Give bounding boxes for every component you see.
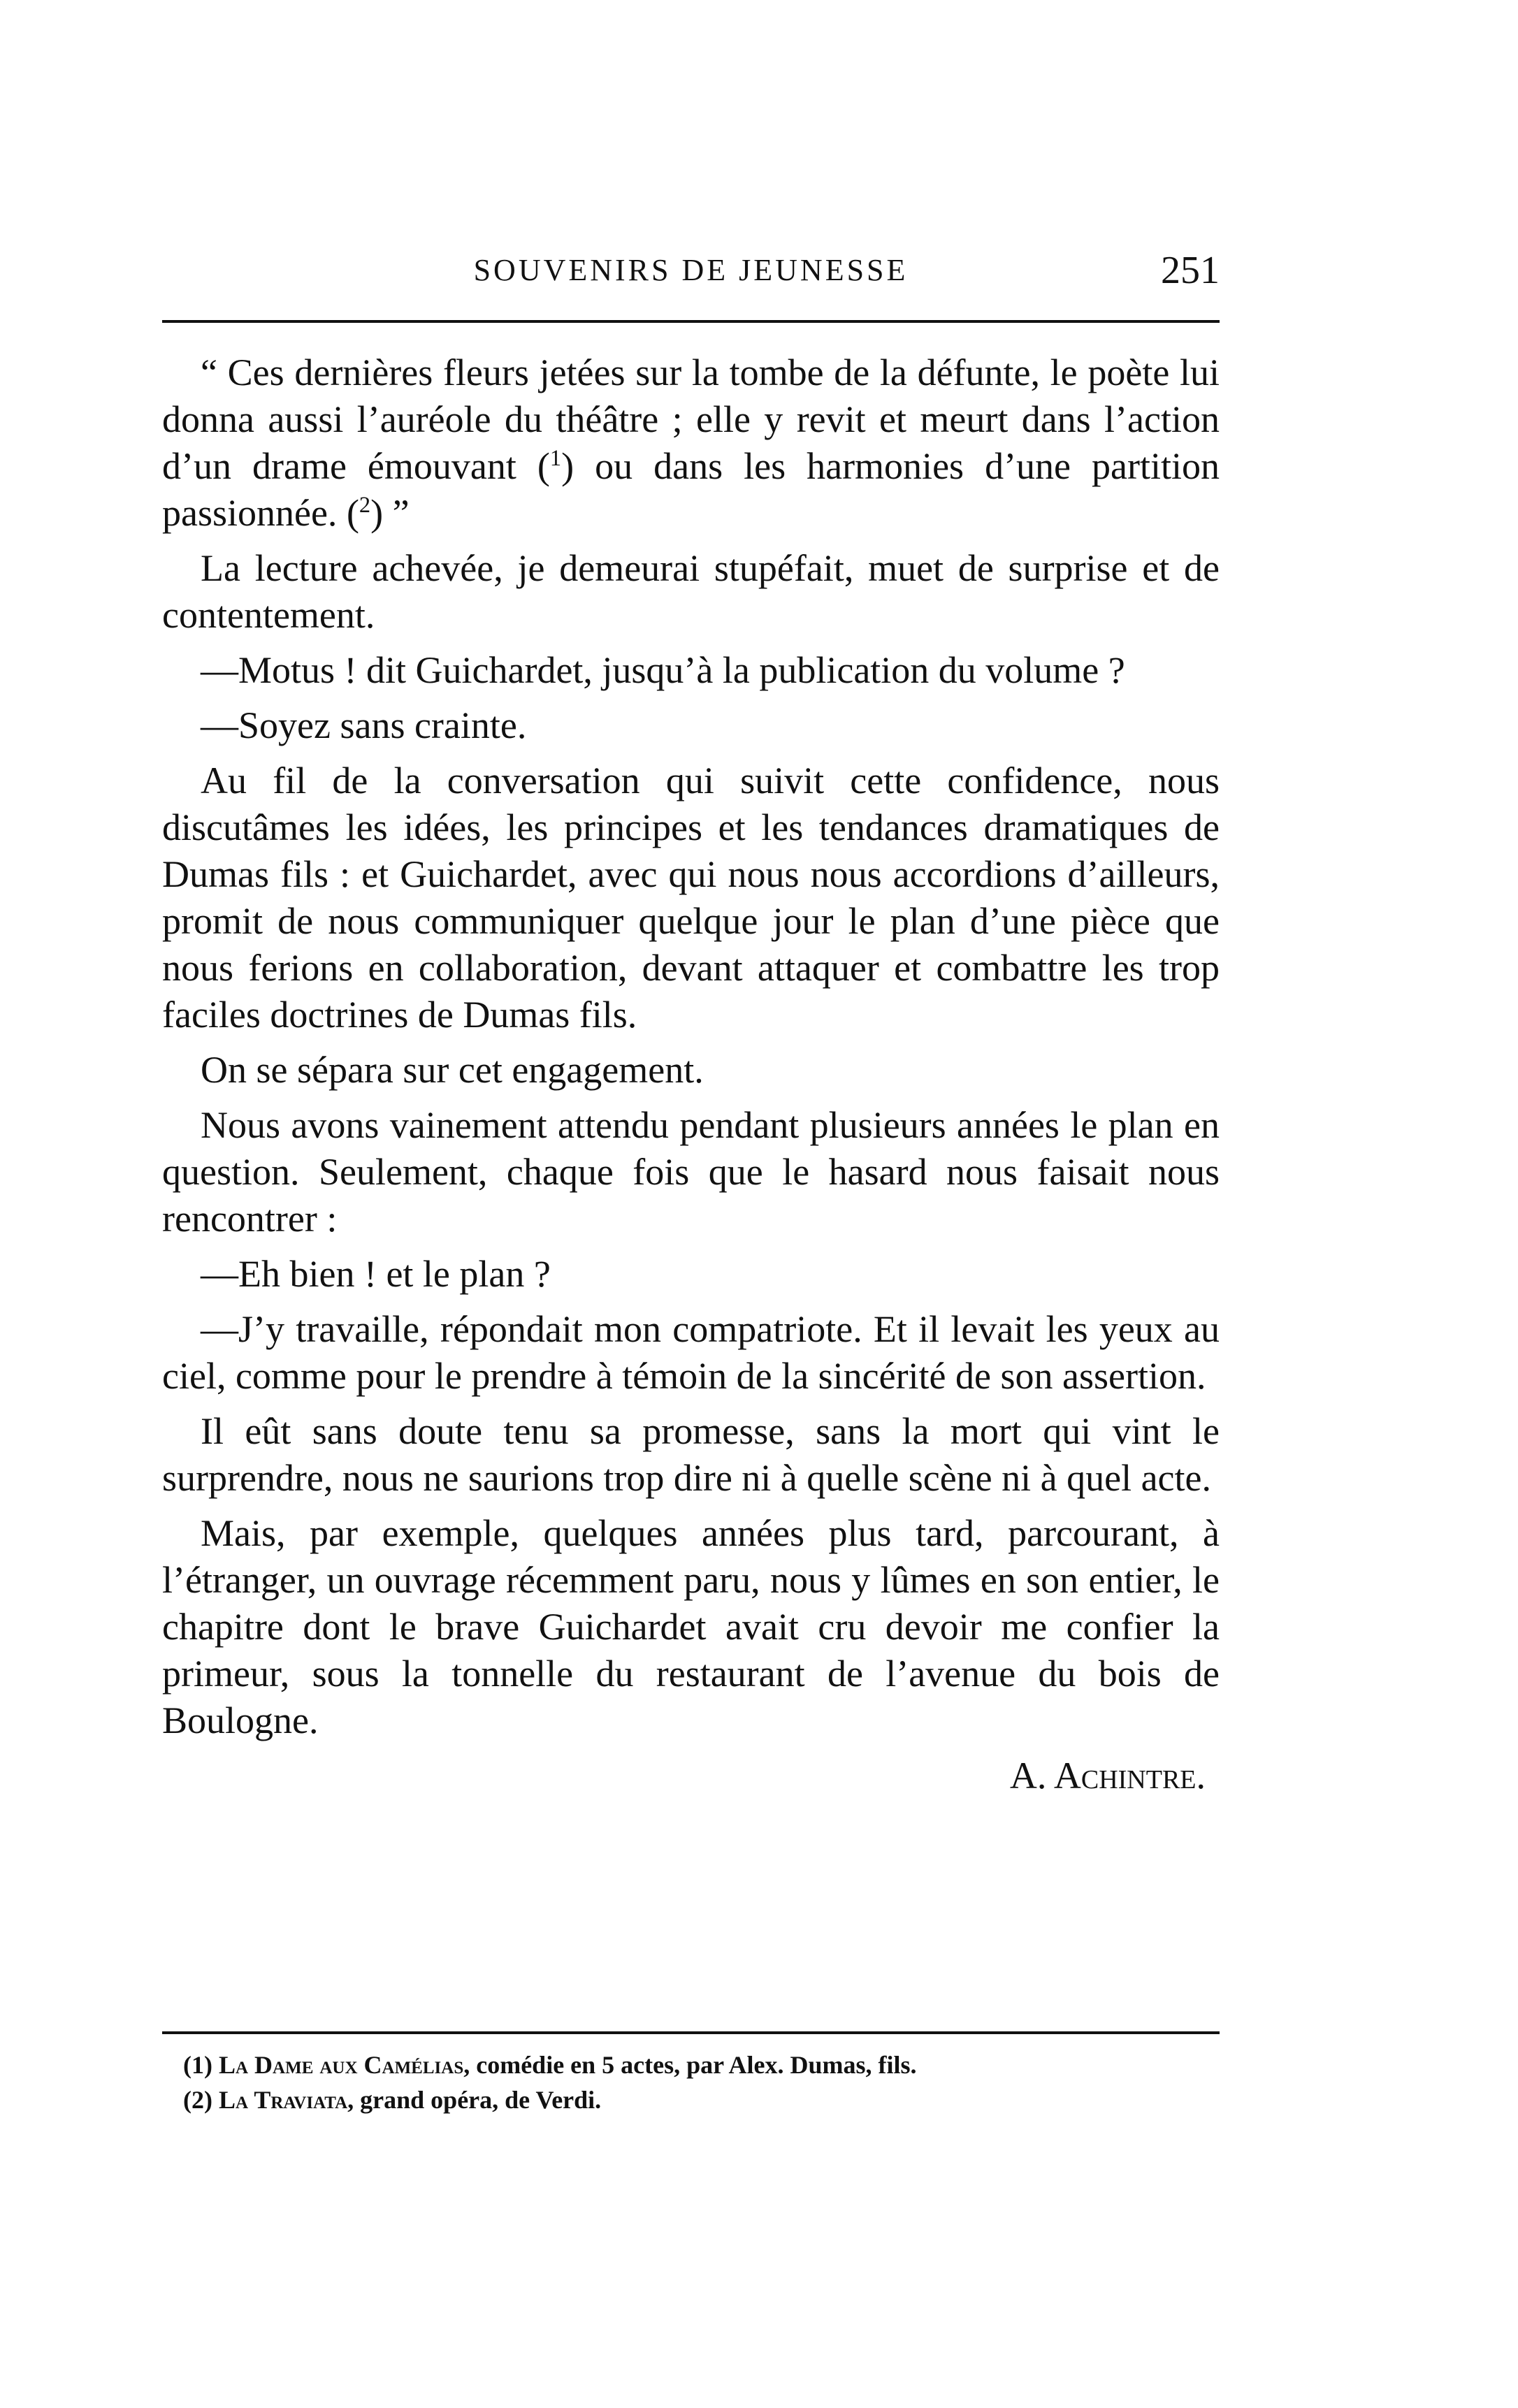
paragraph: Mais, par exemple, quelques années plus tard, parcourant, à l’étranger, un ouvrage récemment paru, nous y lûmes en son entier, le chapitre dont le brave Guichardet avait cru devoir me confier la primeur, sous la tonnelle du restaurant de l’avenue du bois de Boulogne. — [162, 1512, 1220, 1741]
footnotes — [183, 2047, 1217, 2117]
paragraph: Nous avons vainement attendu pendant plusieurs années le plan en question. Seulement, chaque fois que le hasard nous faisait nous rencontrer : — [162, 1104, 1220, 1240]
page-number: 251 — [1161, 249, 1220, 292]
footnote-rule — [162, 2031, 1220, 2034]
author-signature: A. Achintre. — [1009, 1755, 1206, 1797]
header-rule — [162, 320, 1220, 323]
footnote-ref: 2 — [359, 493, 371, 518]
page-header — [162, 246, 1220, 295]
dialogue-line: —Eh bien ! et le plan ? — [201, 1253, 551, 1295]
body-text — [162, 349, 1220, 1799]
paragraph: On se sépara sur cet engagement. — [201, 1049, 704, 1091]
paragraph: Au fil de la conversation qui suivit cette confidence, nous discutâmes les idées, les principes et les tendances dramatiques de Dumas fils : et Guichardet, avec qui nous nous accordions d’ailleurs, promit de nous communiquer quelque jour le plan d’une pièce que nous ferions en collaboration, devant attaquer et combattre les trop faciles doctrines de Dumas fils. — [162, 760, 1220, 1036]
footnote: (2) La Traviata, grand opéra, de Verdi. — [183, 2086, 602, 2114]
paragraph: “ Ces dernières fleurs jetées sur la tombe de la défunte, le poète lui donna aussi l’auréole du théâtre ; elle y revit et meurt dans l’action d’un drame émouvant ($^1$) ou dans les harmonies d’une partition passionnée. ($^2$) ” — [162, 351, 1220, 534]
dialogue-line: —J’y travaille, répondait mon compatriote. Et il levait les yeux au ciel, comme pour le prendre à témoin de la sincérité de son assertion. — [162, 1308, 1220, 1397]
paragraph: La lecture achevée, je demeurai stupéfait, muet de surprise et de contentement. — [162, 547, 1220, 636]
running-title: SOUVENIRS DE JEUNESSE — [473, 253, 909, 287]
footnote-ref: 1 — [549, 446, 562, 471]
dialogue-line: —Motus ! dit Guichardet, jusqu’à la publication du volume ? — [201, 649, 1125, 691]
dialogue-line: —Soyez sans crainte. — [201, 704, 527, 746]
paragraph: Il eût sans doute tenu sa promesse, sans la mort qui vint le surprendre, nous ne saurions trop dire ni à quelle scène ni à quel acte. — [162, 1410, 1220, 1499]
footnote: (1) La Dame aux Camélias, comédie en 5 actes, par Alex. Dumas, fils. — [183, 2051, 917, 2079]
